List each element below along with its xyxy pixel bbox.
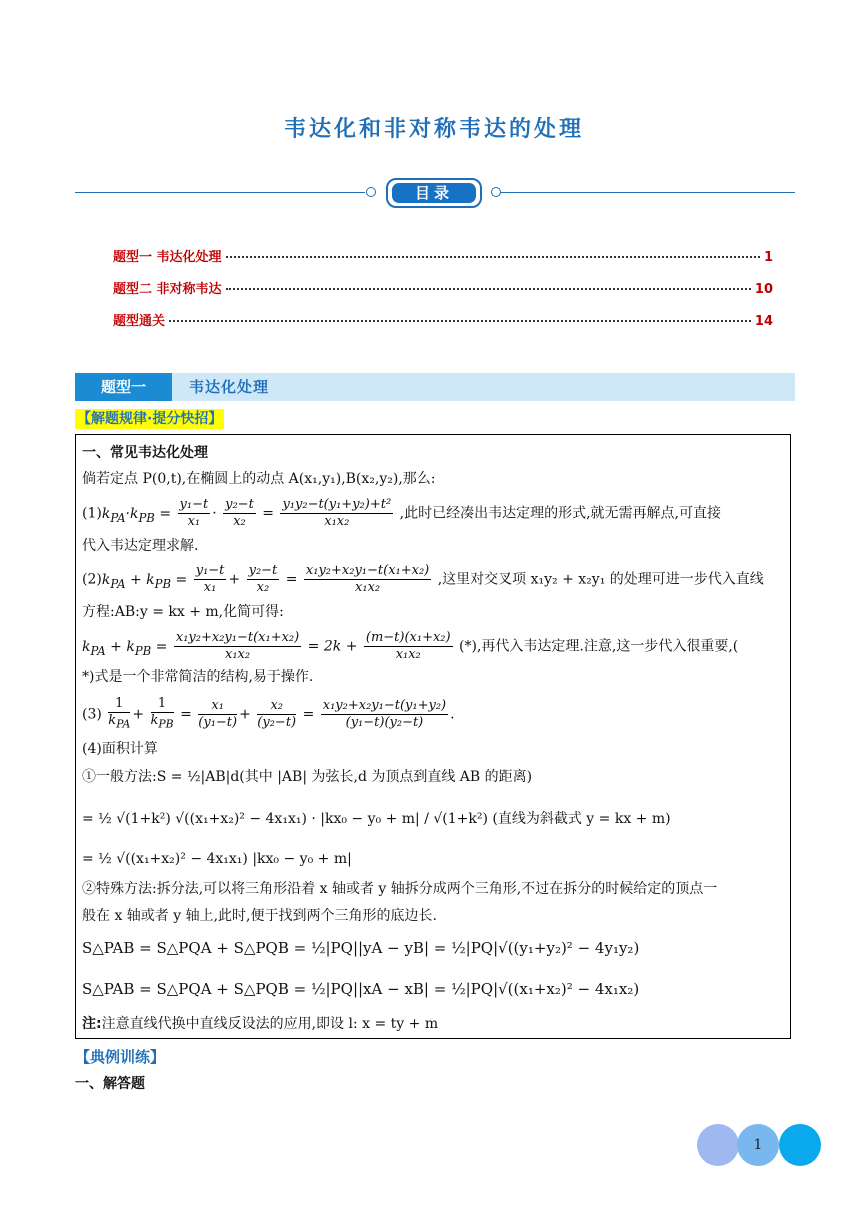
fraction: $\frac{1}{k_{PB}}$: [150, 696, 174, 731]
box-line: (*),再代入韦达定理.注意,这一步代入很重要,(: [459, 638, 739, 655]
box-heading: 一、常见韦达化处理: [82, 445, 208, 461]
fraction: $\frac{\text{x₁}}{\text{(y₁−t)}}$: [198, 697, 238, 730]
box-line: 代入韦达定理求解.: [82, 538, 199, 554]
note-label: 注:: [82, 1016, 102, 1032]
toc-row-label: 题型二 非对称韦达: [113, 282, 222, 297]
practice-heading: 【典例训练】: [75, 1048, 166, 1066]
toc-row-label: 题型通关: [113, 314, 166, 329]
note-line: [82, 1015, 438, 1033]
fraction: $\frac{1}{k_{PA}}$: [108, 696, 131, 731]
box-line: ,此时已经凑出韦达定理的形式,就无需再解点,可直接: [399, 505, 721, 522]
note-text: 注意直线代换中直线反设法的应用,即设 l: x = ty + m: [101, 1016, 439, 1032]
box-line: S△PAB = S△PQA + S△PQB = ½|PQ||xA − xB| = ½|PQ|√((x₁+x₂)² − 4x₁x₂): [82, 980, 640, 998]
fraction: $\frac{\text{x₁y₂+x₂y₁−t(y₁+y₂)}}{\text{(y₁−t)(y₂−t)}}$: [322, 697, 447, 730]
box-line: 倘若定点 P(0,t),在椭圆上的动点 A(x₁,y₁),B(x₂,y₂),那么:: [82, 471, 436, 487]
tip-tag: 【解题规律·提分快招】: [77, 411, 223, 427]
toc-row[interactable]: [113, 310, 773, 329]
page-circle: [697, 1124, 739, 1166]
page-circle: [779, 1124, 821, 1166]
fraction: $\frac{\text{x₁y₂+x₂y₁−t(x₁+x₂)}}{\text{x₁x₂}}$: [305, 563, 430, 595]
question-type: 一、解答题: [75, 1076, 145, 1092]
toc-row[interactable]: [113, 278, 773, 297]
box-line: ②特殊方法:拆分法,可以将三角形沿着 x 轴或者 y 轴拆分成两个三角形,不过在拆分的时候给定的顶点一: [82, 881, 718, 897]
page-title: 韦达化和非对称韦达的处理: [283, 117, 584, 142]
fraction: $\frac{\text{y₂−t}}{\text{x₂}}$: [248, 563, 278, 595]
section-header: [75, 373, 795, 401]
box-line: 般在 x 轴或者 y 轴上,此时,便于找到两个三角形的底边长.: [82, 908, 437, 924]
section-tag: 题型一: [75, 373, 172, 401]
formula-3: $k_{PA} + k_{PB}$ = $\frac{\text{x₁y₂+x₂y₁−t(x₁+x₂)}}{\text{x₁x₂}}$ = 2k + $\frac{\text{(m−t)(x₁+x₂)}}{\text{x₁x₂}}$ (*),再代入韦达定理.注意,这一步代入很重要,(: [82, 630, 739, 662]
toc-divider-left: [75, 192, 365, 193]
toc-row-page: 10: [754, 282, 773, 297]
formula-2: $(2)k_{PA} + k_{PB}$ = $\frac{\text{y₁−t}}{\text{x₁}}$ + $\frac{\text{y₂−t}}{\text{x₂}}$ = $\frac{\text{x₁y₂+x₂y₁−t(x₁+x₂)}}{\text{x₁x₂}}$ ,这里对交叉项 x₁y₂ + x₂y₁ 的处理可进一步代入直线: [82, 563, 764, 595]
box-line: ,这里对交叉项 x₁y₂ + x₂y₁ 的处理可进一步代入直线: [437, 571, 764, 588]
box-line: ①一般方法:S = ½|AB|d(其中 |AB| 为弦长,d 为顶点到直线 AB 的距离): [82, 769, 533, 785]
fraction: $\frac{\text{x₁y₂+x₂y₁−t(x₁+x₂)}}{\text{x₁x₂}}$: [175, 630, 300, 662]
fraction: $\frac{\text{x₂}}{\text{(y₂−t)}}$: [257, 697, 297, 730]
box-line: 方程:AB:y = kx + m,化简可得:: [82, 604, 284, 620]
box-line: = ½ √(1+k²) √((x₁+x₂)² − 4x₁x₁) · |kx₀ − y₀ + m| / √(1+k²) (直线为斜截式 y = kx + m): [82, 811, 671, 827]
toc-dots: [226, 288, 751, 290]
box-line: S△PAB = S△PQA + S△PQB = ½|PQ||yA − yB| = ½|PQ|√((y₁+y₂)² − 4y₁y₂): [82, 939, 640, 957]
box-line: = ½ √((x₁+x₂)² − 4x₁x₁) |kx₀ − y₀ + m|: [82, 851, 352, 867]
toc-row-page: 14: [754, 314, 773, 329]
box-line: *)式是一个非常简洁的结构,易于操作.: [82, 669, 314, 685]
toc-row-label: 题型一 韦达化处理: [113, 250, 222, 265]
toc-dots: [226, 256, 760, 258]
fraction: $\frac{\text{(m−t)(x₁+x₂)}}{\text{x₁x₂}}$: [365, 630, 451, 662]
fraction: $\frac{\text{y₁−t}}{\text{x₁}}$: [195, 563, 225, 595]
fraction: $\frac{\text{y₂−t}}{\text{x₂}}$: [225, 497, 254, 529]
page-number: 1: [753, 1137, 763, 1153]
fraction: $\frac{\text{y₁y₂−t(y₁+y₂)+t²}}{\text{x₁x₂}}$: [282, 497, 392, 529]
toc-divider-right: [500, 192, 795, 193]
fraction: $\frac{\text{y₁−t}}{\text{x₁}}$: [179, 497, 209, 529]
toc-circle-left: [366, 187, 376, 197]
toc-label: 目录: [392, 183, 476, 203]
formula-1: $(1)k_{PA}\cdot k_{PB}$ = $\frac{\text{y₁−t}}{\text{x₁}}$ · $\frac{\text{y₂−t}}{\text{x₂}}$ = $\frac{\text{y₁y₂−t(y₁+y₂)+t²}}{\text{x₁x₂}}$ ,此时已经凑出韦达定理的形式,就无需再解点,可直接: [82, 497, 721, 529]
box-line: (4)面积计算: [82, 741, 158, 757]
toc-badge: [386, 178, 482, 208]
formula-4: (3) $\frac{1}{k_{PA}}$ + $\frac{1}{k_{PB}}$ = $\frac{\text{x₁}}{\text{(y₁−t)}}$ + $\frac{\text{x₂}}{\text{(y₂−t)}}$ = $\frac{\text{x₁y₂+x₂y₁−t(y₁+y₂)}}{\text{(y₁−t)(y₂−t)}}$ .: [82, 696, 455, 731]
toc-row[interactable]: [113, 246, 773, 265]
page-indicator: [697, 1124, 822, 1168]
toc-dots: [169, 320, 751, 322]
toc-row-page: 1: [763, 250, 773, 265]
section-name: 韦达化处理: [189, 378, 270, 396]
